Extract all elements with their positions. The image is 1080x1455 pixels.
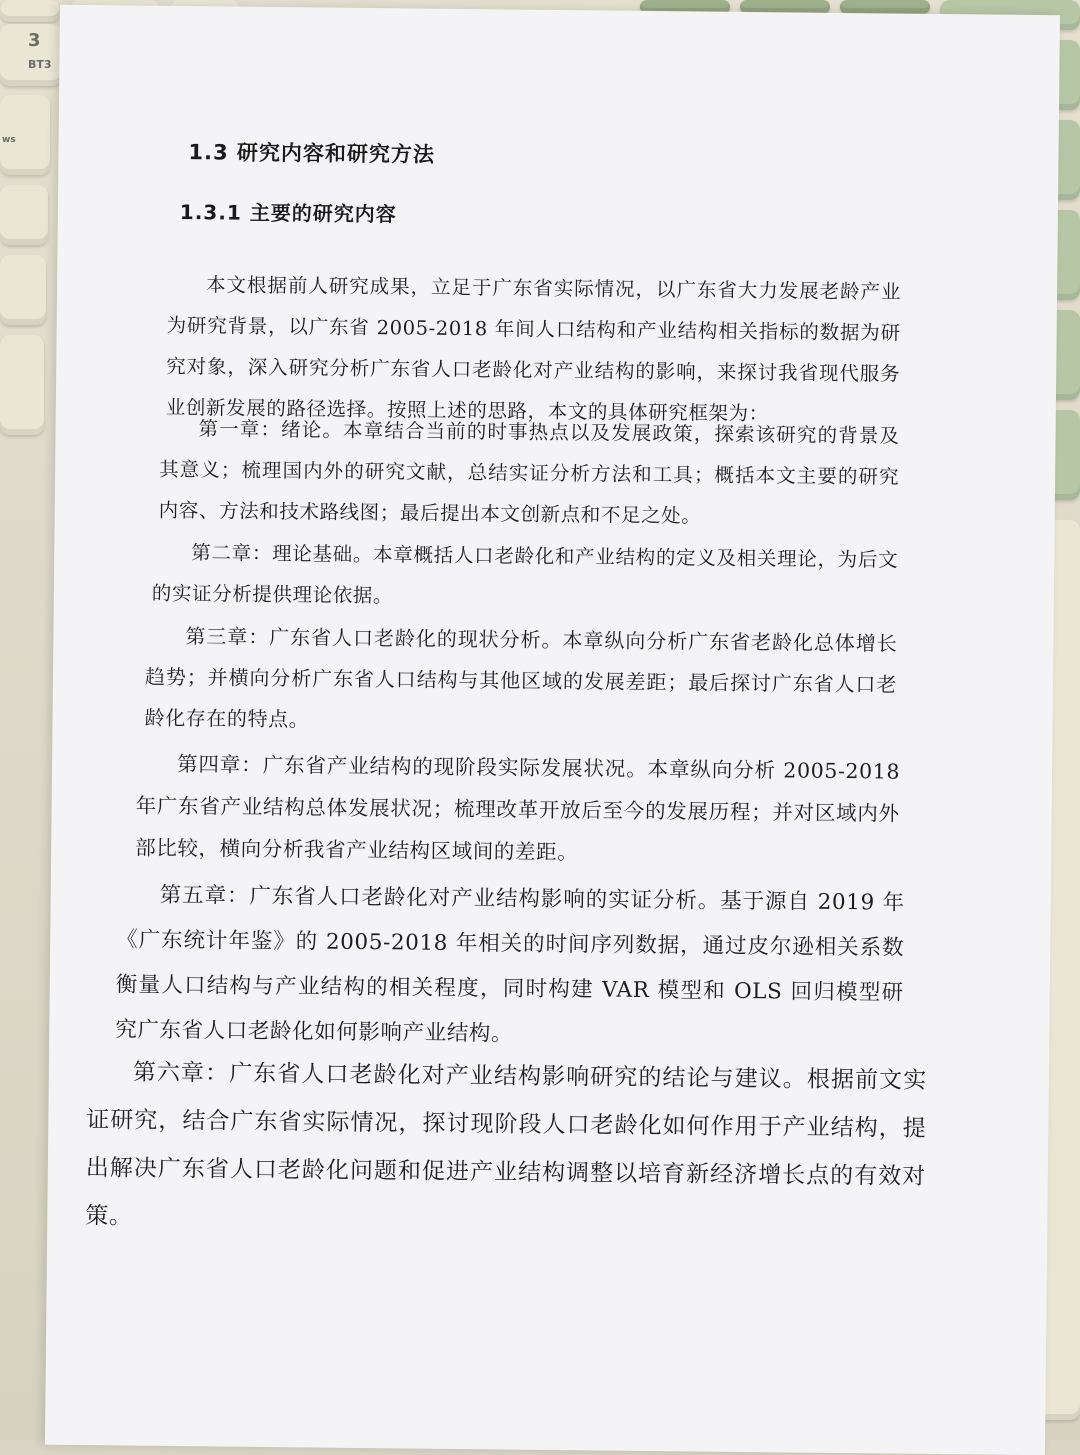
keycap	[0, 24, 62, 86]
keycap	[0, 335, 44, 435]
key-label: ws	[2, 135, 16, 145]
paragraph-chapter-1: 第一章：绪论。本章结合当前的时事热点以及发展政策，探索该研究的背景及其意义；梳理国内外的研究文献，总结实证分析方法和工具；概括本文主要的研究内容、方法和技术路线图；最后提出本文创新点和不足之处。	[158, 416, 900, 528]
keycap	[840, 0, 930, 14]
paragraph-chapter-5: 第五章：广东省人口老龄化对产业结构影响的实证分析。基于源自 2019 年《广东统计年鉴》的 2005-2018 年相关的时间序列数据，通过皮尔逊相关系数衡量人口结构与产业结构的相关程度，同时构建 VAR 模型和 OLS 回归模型研究广东省人口老龄化如何影响产业结构。	[115, 882, 905, 1047]
paragraph-chapter-4: 第四章：广东省产业结构的现阶段实际发展状况。本章纵向分析 2005-2018 年广东省产业结构总体发展状况；梳理改革开放后至今的发展历程；并对区域内外部比较，横向分析我省产业结构区域间的差距。	[135, 751, 901, 864]
keycap	[0, 0, 60, 22]
paragraph-chapter-6: 第六章：广东省人口老龄化对产业结构影响研究的结论与建议。根据前文实证研究，结合广东省实际情况，探讨现阶段人口老龄化如何作用于产业结构，提出解决广东省人口老龄化问题和促进产业结构调整以培育新经济增长点的有效对策。	[85, 1059, 927, 1230]
key-label: 3	[28, 30, 41, 51]
paragraph-intro: 本文根据前人研究成果，立足于广东省实际情况，以广东省大力发展老龄产业为研究背景，以广东省 2005-2018 年间人口结构和产业结构相关指标的数据为研究对象，深入研究分析广东省人口老龄化对产业结构的影响，来探讨我省现代服务业创新发展的路径选择。按照上述的思路，本文的具体研究框架为：	[165, 272, 902, 425]
paragraph-chapter-2: 第二章：理论基础。本章概括人口老龄化和产业结构的定义及相关理论，为后文的实证分析提供理论依据。	[151, 540, 899, 607]
subsection-heading: 1.3.1 主要的研究内容	[179, 200, 397, 227]
document-page	[45, 5, 1060, 1455]
keycap	[0, 95, 50, 175]
keycap	[0, 255, 46, 325]
keycap	[0, 185, 48, 245]
key-label: BT3	[28, 58, 52, 71]
paragraph-chapter-3: 第三章：广东省人口老龄化的现状分析。本章纵向分析广东省老龄化总体增长趋势；并横向分析广东省人口结构与其他区域的发展差距；最后探讨广东省人口老龄化存在的特点。	[144, 624, 898, 732]
section-heading: 1.3 研究内容和研究方法	[188, 140, 436, 167]
